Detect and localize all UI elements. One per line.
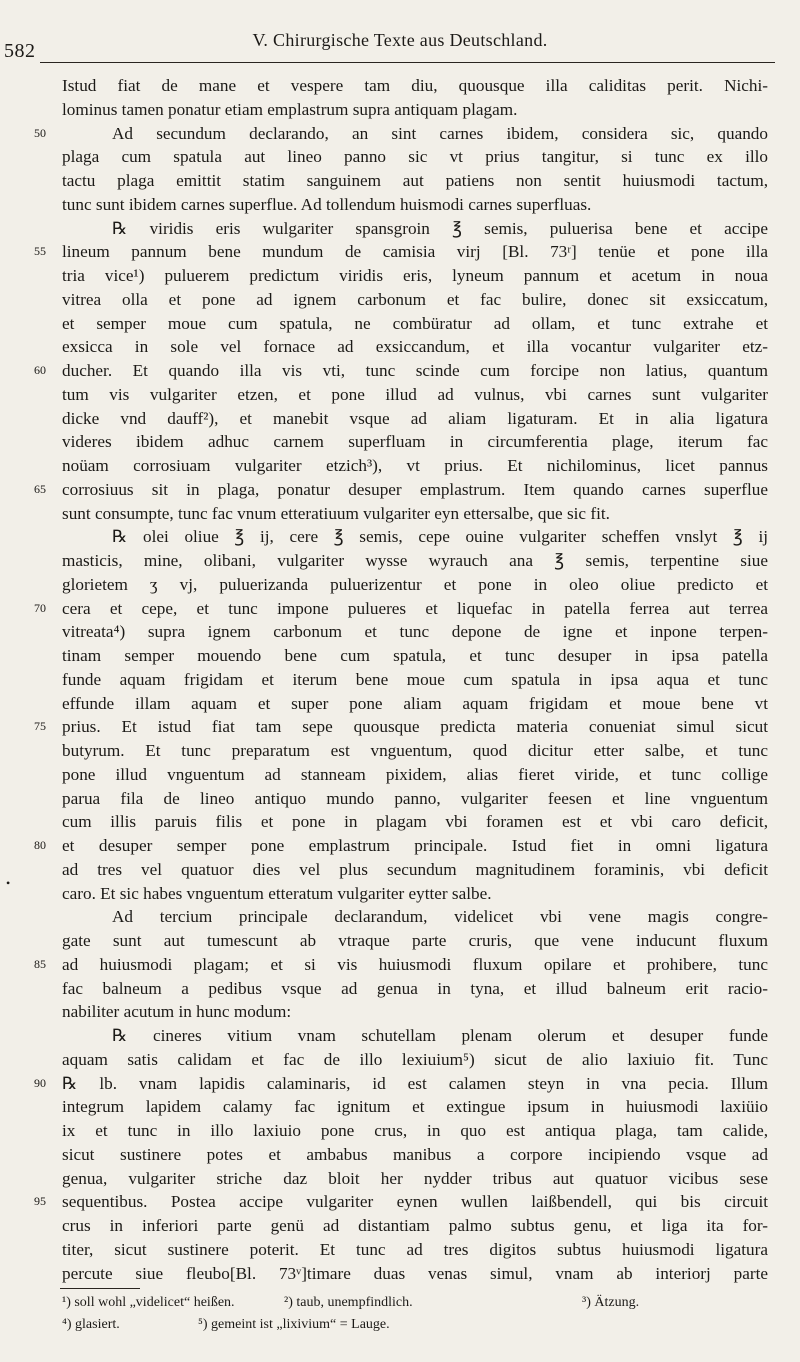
line-text: caro. Et sic habes vnguentum etteratum vulgariter eytter salbe.	[62, 883, 492, 903]
text-line	[62, 1262, 768, 1286]
line-text: tactu plaga emittit statim sanguinem aut patiens non sentit huiusmodi tactum,	[62, 171, 768, 190]
text-line	[62, 905, 768, 929]
line-number: 55	[34, 244, 46, 259]
line-text: ix et tunc in illo laxiuio pone crus, in quo est antiqua plaga, tam calide,	[62, 1121, 768, 1140]
text-line	[62, 1238, 768, 1262]
line-text: tum vis vulgariter etzen, et pone illud ad vulnus, vbi carnes sunt vulgariter	[62, 384, 768, 404]
line-text: glorietem ʒ vj, puluerizanda puluerizentur et pone in oleo oliue predicto et	[62, 574, 768, 594]
text-line	[34, 953, 768, 977]
line-text: tinam semper mouendo bene cum spatula, et tunc desuper in ipsa patella	[62, 646, 768, 665]
text-line	[62, 145, 768, 169]
text-line	[62, 1167, 768, 1191]
text-line	[62, 1095, 768, 1119]
text-line	[62, 668, 768, 692]
line-text: tunc sunt ibidem carnes superflue. Ad tollendum huismodi carnes superfluas.	[62, 194, 592, 214]
text-line	[62, 1024, 768, 1048]
line-text: masticis, mine, olibani, vulgariter wysse wyrauch ana ℥ semis, terpentine siue	[62, 551, 768, 570]
text-line	[62, 430, 768, 454]
line-text: percute siue fleubo[Bl. 73ᵛ]timare duas venas simul, vnam ab interiorj parte	[62, 1263, 768, 1283]
text-line	[62, 525, 768, 549]
line-text: ad tres vel quatuor dies vel plus secundum magnitudinem foraminis, vbi deficit	[62, 859, 768, 879]
text-line	[62, 407, 768, 431]
footnote-rule	[60, 1288, 140, 1289]
text-line	[62, 644, 768, 668]
line-text: cum illis paruis filis et pone in plagam vbi foramen est et vbi caro deficit,	[62, 812, 768, 832]
text-line	[62, 1143, 768, 1167]
line-text: Ad tercium principale declarandum, videlicet vbi vene magis congre-	[112, 907, 768, 927]
line-text: Istud fiat de mane et vespere tam diu, quousque illa caliditas perit. Nichi-	[62, 76, 768, 95]
line-number: 70	[34, 600, 46, 615]
line-text: titer, sicut sustinere poterit. Et tunc ad tres digitos subtus huiusmodi ligatura	[62, 1239, 768, 1259]
header-rule	[40, 62, 775, 63]
line-text: butyrum. Et tunc preparatum est vnguentum, quod dicitur etter salbe, et tunc	[62, 741, 768, 760]
line-text: ℞ olei oliue ℥ ij, cere ℥ semis, cepe ouine vulgariter scheffen vnslyt ℥ ij	[112, 527, 768, 547]
line-text: plaga cum spatula aut lineo panno sic vt prius tangitur, si tunc ex illo	[62, 147, 768, 167]
text-line	[62, 882, 768, 906]
line-text: cera et cepe, et tunc impone pulueres et liquefac in patella ferrea aut terrea	[62, 598, 768, 618]
line-text: et semper moue cum spatula, ne combüratur ad ollam, et tunc extrahe et	[62, 313, 768, 333]
line-text: sequentibus. Postea accipe vulgariter eynen wullen laißbendell, qui bis circuit	[62, 1192, 768, 1212]
text-line	[34, 597, 768, 621]
footnote: ⁵) gemeint ist „lixivium“ = Lauge.	[198, 1317, 390, 1332]
text-line	[62, 977, 768, 1001]
text-line	[34, 715, 768, 739]
line-text: Ad secundum declarando, an sint carnes ibidem, considera sic, quando	[112, 123, 768, 143]
line-text: ℞ viridis eris wulgariter spansgroin ℥ semis, puluerisa bene et accipe	[112, 218, 768, 238]
text-line	[62, 739, 768, 763]
margin-dot: •	[6, 876, 11, 890]
line-number: 95	[34, 1194, 46, 1209]
page-number: 582	[4, 40, 36, 62]
line-text: corrosiuus sit in plaga, ponatur desuper emplastrum. Item quando carnes superflue	[62, 479, 768, 499]
line-text: nabiliter acutum in hunc modum:	[62, 1002, 292, 1022]
text-line	[62, 573, 768, 597]
text-line	[62, 692, 768, 716]
line-text: et desuper semper pone emplastrum principale. Istud fiet in omni ligatura	[62, 836, 768, 855]
line-text: effunde illam aquam et super pone aliam aquam frigidam et moue bene vt	[62, 693, 768, 713]
footnote: ³) Ätzung.	[582, 1295, 640, 1310]
text-line	[62, 98, 768, 122]
line-text: ℞ lb. vnam lapidis calaminaris, id est calamen steyn in vna pecia. Illum	[62, 1073, 768, 1093]
line-text: videres ibidem adhuc carnem superfluam in circumferentia plage, iterum fac	[62, 432, 768, 452]
running-title: V. Chirurgische Texte aus Deutschland.	[252, 30, 548, 50]
footnote: ⁴) glasiert.	[62, 1317, 120, 1332]
line-text: sicut sustinere potes et ambabus manibus a corpore incipiendo vsque ad	[62, 1144, 768, 1164]
line-text: tria vice¹) puluerem predictum viridis eris, lyneum pannum et acetum in noua	[62, 266, 768, 285]
text-line	[34, 478, 768, 502]
line-text: ad huiusmodi plagam; et si vis huiusmodi fluxum opilare et prohibere, tunc	[62, 954, 768, 974]
text-line	[62, 1119, 768, 1143]
text-line	[62, 787, 768, 811]
text-line	[34, 240, 768, 264]
line-text: ℞ cineres vitium vnam schutellam plenam olerum et desuper funde	[112, 1026, 768, 1045]
footnote: ¹) soll wohl „videlicet“ heißen.	[62, 1295, 235, 1310]
line-number: 65	[34, 481, 46, 496]
line-number: 90	[34, 1075, 46, 1090]
line-text: crus in inferiori parte genü ad distantiam palmo subtus genu, et liga ita for-	[62, 1216, 768, 1235]
line-text: vitrea olla et pone ad ignem carbonum et fac bulire, donec sit exsiccatum,	[62, 289, 768, 309]
line-text: parua fila de lineo antiquo mundo panno, vulgariter feesen et line vnguentum	[62, 788, 768, 808]
text-line	[62, 335, 768, 359]
text-line	[62, 929, 768, 953]
text-line	[62, 217, 768, 241]
text-line	[62, 1000, 768, 1024]
line-text: funde aquam frigidam et iterum bene moue cum spatula in ipsa aqua et tunc	[62, 669, 768, 689]
text-line	[62, 264, 768, 288]
line-text: pone illud vnguentum ad stanneam pixidem, alias fieret viride, et tunc collige	[62, 764, 768, 784]
footnotes	[62, 1292, 762, 1336]
line-text: lominus tamen ponatur etiam emplastrum supra antiquam plagam.	[62, 99, 518, 119]
line-text: vitreata⁴) supra ignem carbonum et tunc depone de igne et inpone terpen-	[62, 622, 768, 642]
line-number: 60	[34, 363, 46, 377]
line-number: 85	[34, 956, 46, 971]
line-text: exsicca in sole vel fornace ad exsiccandum, et illa vocantur vulgariter etz-	[62, 337, 768, 357]
text-line	[62, 193, 768, 217]
text-line	[62, 810, 768, 834]
text-line	[34, 834, 768, 858]
text-line	[34, 122, 768, 146]
text-line	[62, 454, 768, 478]
footnote: ²) taub, unempfindlich.	[284, 1295, 413, 1310]
text-line	[62, 858, 768, 882]
text-line	[62, 502, 768, 526]
line-number: 80	[34, 838, 46, 852]
text-line	[62, 383, 768, 407]
line-text: prius. Et istud fiat tam sepe quousque predicta materia conueniat simul sicut	[62, 717, 768, 737]
line-text: ducher. Et quando illa vis vti, tunc scinde cum forcipe non latius, quantum	[62, 361, 768, 380]
text-line	[62, 549, 768, 573]
line-text: integrum lapidem calamy fac ignitum et extingue ipsum in huiusmodi laxiüio	[62, 1097, 768, 1117]
text-line	[62, 312, 768, 336]
text-line	[34, 359, 768, 383]
line-text: lineum pannum bene mundum de camisia virj [Bl. 73ʳ] tenüe et pone illa	[62, 242, 768, 262]
line-text: aquam satis calidam et fac de illo lexiuium⁵) sicut de alio laxiuio fit. Tunc	[62, 1049, 768, 1069]
footnote-row	[62, 1314, 762, 1336]
text-line	[62, 620, 768, 644]
text-line	[62, 288, 768, 312]
text-line	[34, 1072, 768, 1096]
text-line	[62, 74, 768, 98]
line-number: 50	[34, 125, 46, 140]
line-text: fac balneum a pedibus vsque ad genua in tyna, et illud balneum erit racio-	[62, 978, 768, 998]
line-text: gate sunt aut tumescunt ab vtraque parte cruris, que vene inducunt fluxum	[62, 931, 768, 950]
line-text: sunt consumpte, tunc fac vnum etteratiuum vulgariter eyn ettersalbe, que sic fit.	[62, 503, 610, 523]
text-line	[62, 1214, 768, 1238]
body-text	[34, 74, 768, 1285]
line-number: 75	[34, 719, 46, 734]
text-line	[62, 1048, 768, 1072]
line-text: genua, vulgariter striche daz bloit her nydder tribus aut quatuor vicibus sese	[62, 1168, 768, 1188]
text-line	[62, 763, 768, 787]
line-text: dicke vnd dauff²), et manebit vsque ad aliam ligaturam. Et in alia ligatura	[62, 408, 768, 428]
footnote-row	[62, 1292, 762, 1314]
text-line	[34, 1190, 768, 1214]
text-line	[62, 169, 768, 193]
line-text: noüam corrosiuam vulgariter etzich³), vt prius. Et nichilominus, licet pannus	[62, 456, 768, 475]
